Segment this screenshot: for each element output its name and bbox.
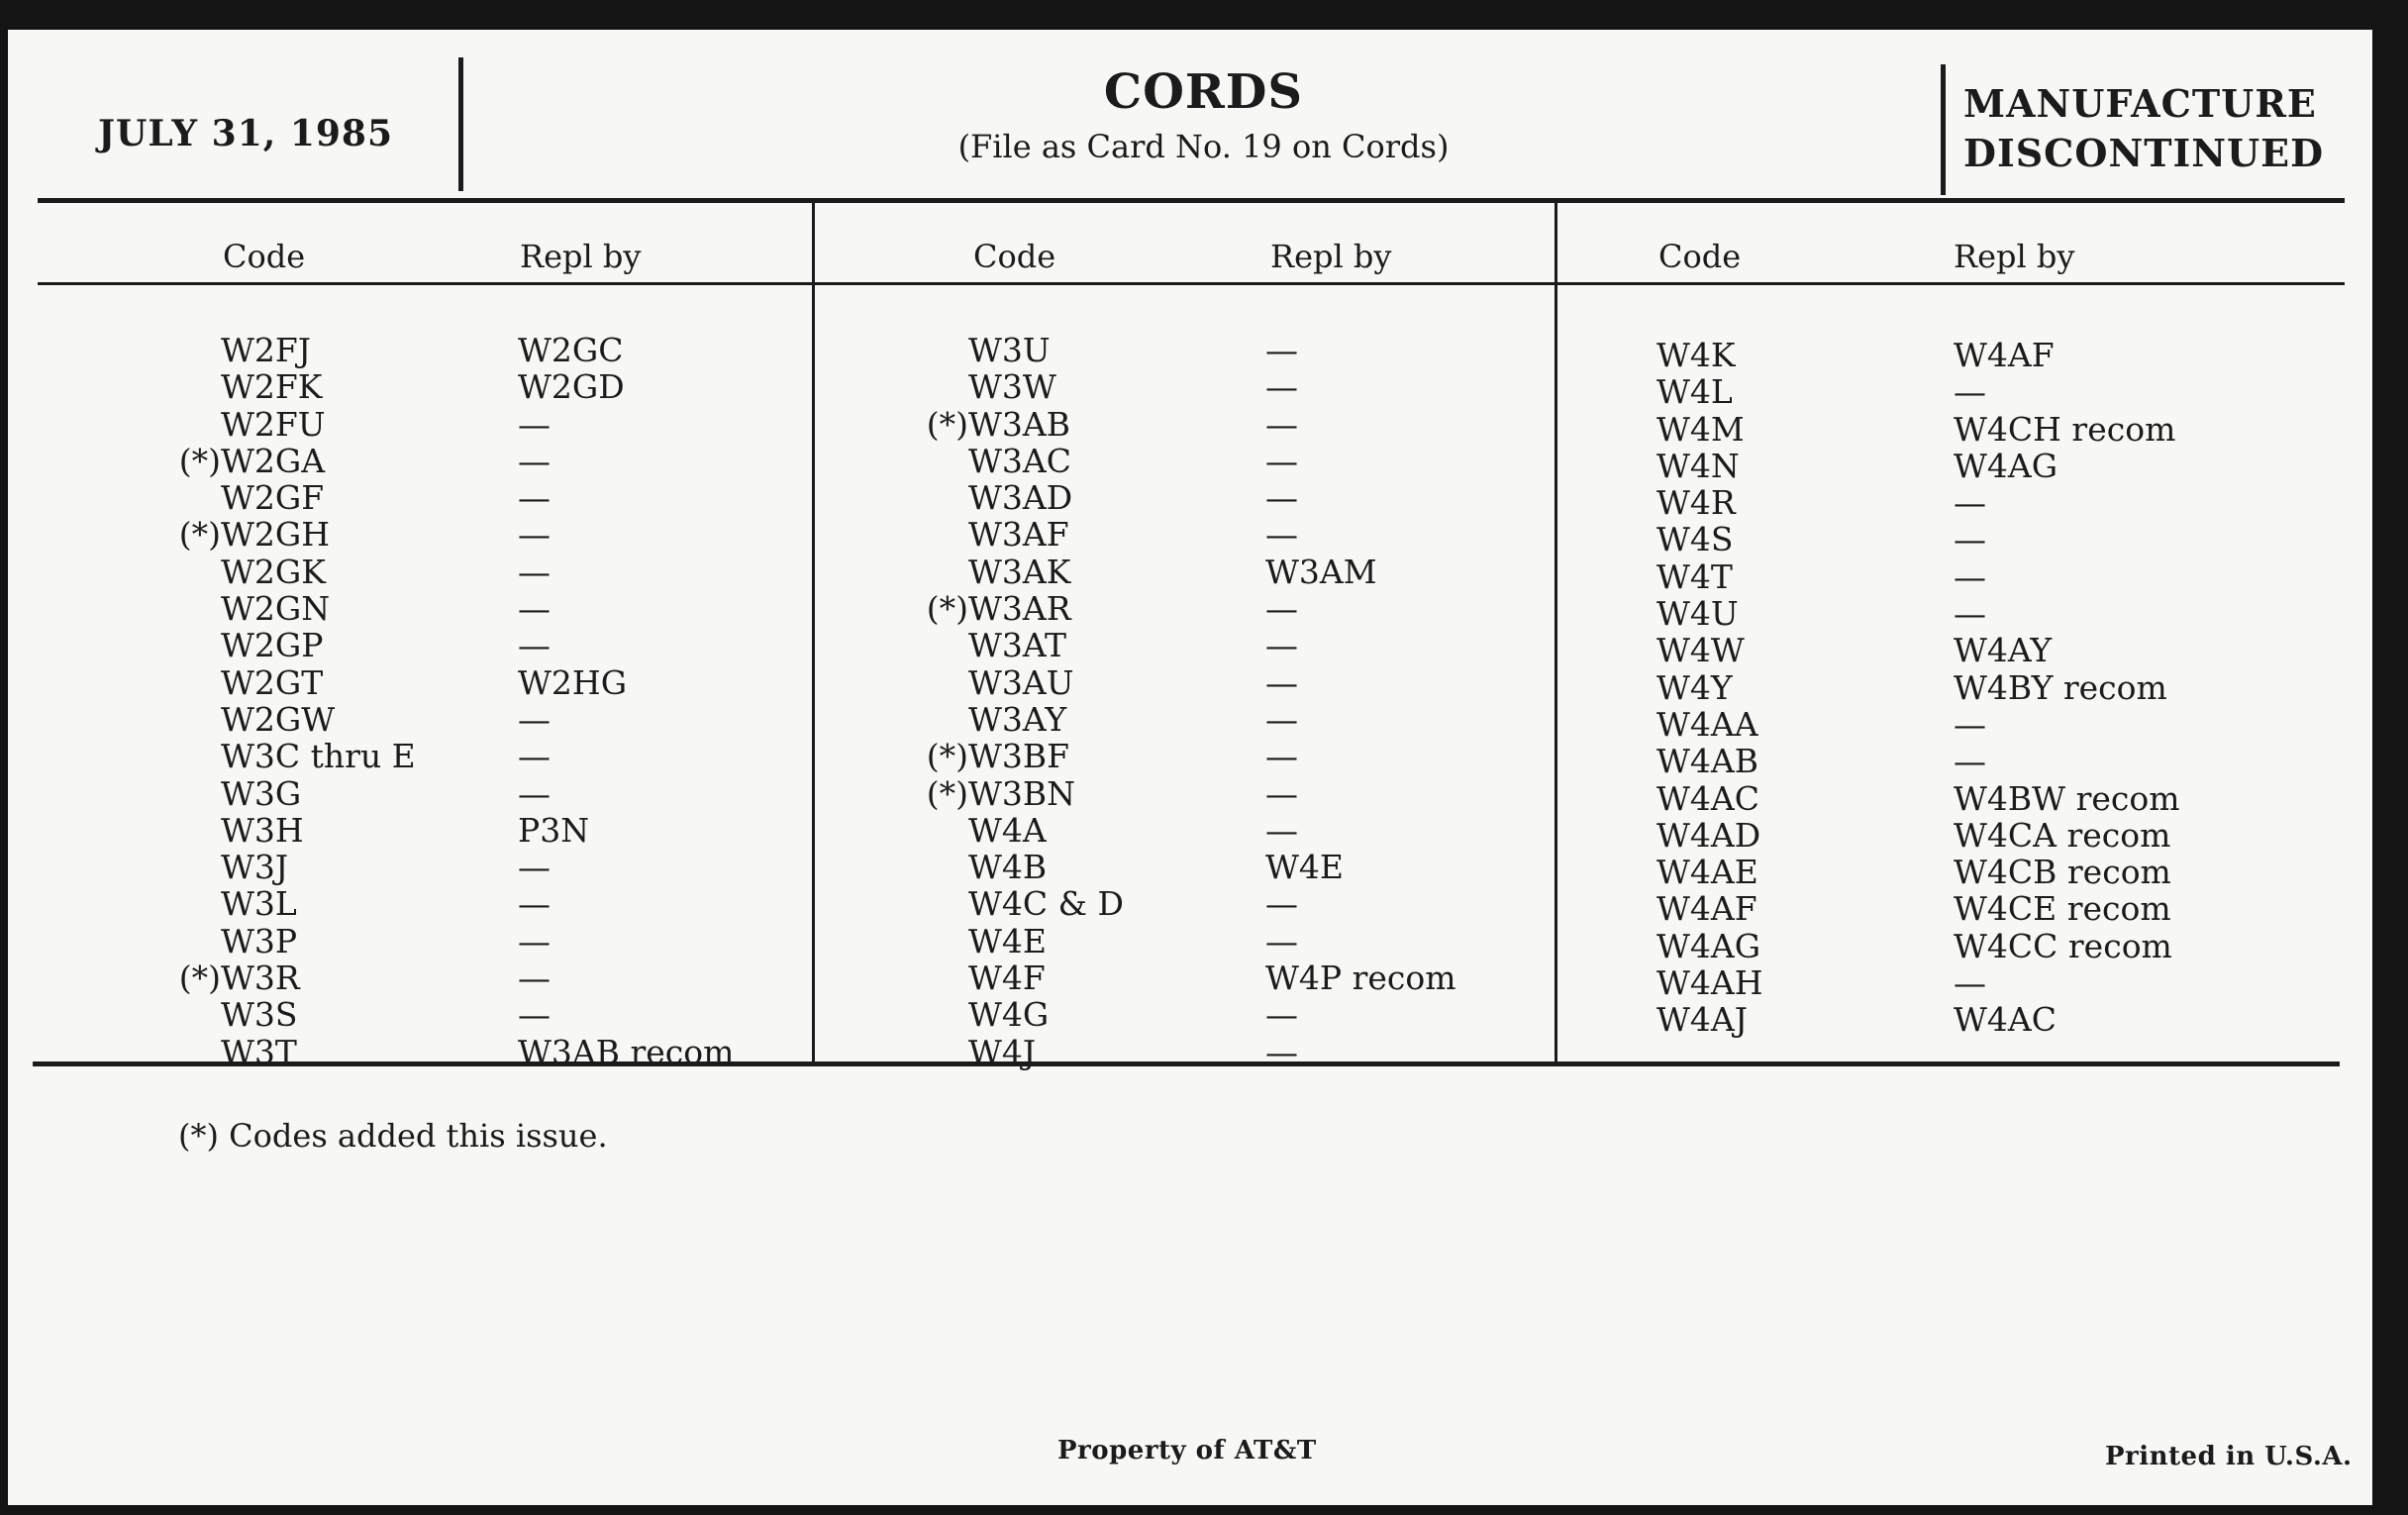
code-header: Code bbox=[223, 238, 306, 275]
table-row bbox=[221, 849, 775, 885]
table-row bbox=[1656, 1001, 2290, 1038]
added-marker: (*) bbox=[926, 737, 968, 776]
replacement-cell: W4CC recom bbox=[1954, 926, 2172, 965]
code-value: W2GT bbox=[221, 662, 324, 702]
replacement-cell: — bbox=[518, 848, 551, 887]
replacement-cell: — bbox=[518, 737, 551, 776]
code-value: W4AF bbox=[1656, 889, 1757, 929]
table-row bbox=[221, 996, 775, 1033]
code-cell bbox=[1656, 964, 1763, 1001]
table-row bbox=[221, 554, 775, 590]
replacement-cell: — bbox=[1265, 699, 1298, 739]
code-value: W3AU bbox=[968, 662, 1074, 702]
table-row bbox=[1656, 854, 2290, 890]
code-cell bbox=[221, 368, 322, 405]
code-cell bbox=[1656, 780, 1759, 817]
table-row bbox=[968, 996, 1523, 1033]
replacement-cell: — bbox=[1265, 1032, 1298, 1071]
column-divider-2 bbox=[1555, 201, 1557, 1064]
code-cell bbox=[221, 775, 301, 812]
code-value: W4W bbox=[1656, 631, 1745, 670]
table-row bbox=[968, 664, 1523, 701]
replacement-cell: — bbox=[518, 515, 551, 555]
replacement-cell: W4AG bbox=[1954, 446, 2058, 485]
code-cell bbox=[968, 960, 1046, 996]
replacement-cell: — bbox=[1265, 515, 1298, 555]
table-row bbox=[1656, 448, 2290, 484]
status-line-1: MANUFACTURE bbox=[1963, 81, 2317, 126]
code-value: W3AK bbox=[968, 552, 1071, 591]
table-row bbox=[968, 554, 1523, 590]
replacement-cell: — bbox=[1265, 773, 1298, 813]
column-2-rows bbox=[926, 331, 1523, 1071]
table-row bbox=[1656, 632, 2290, 668]
code-cell bbox=[926, 404, 1070, 444]
replacement-cell: — bbox=[518, 699, 551, 739]
table-row bbox=[1656, 337, 2290, 373]
code-value: W3J bbox=[221, 848, 289, 887]
table-row bbox=[221, 775, 775, 812]
replacement-cell: — bbox=[1265, 884, 1298, 924]
code-cell bbox=[926, 737, 1070, 776]
code-cell bbox=[926, 589, 1071, 629]
code-value: W3T bbox=[221, 1032, 297, 1071]
code-cell bbox=[1656, 484, 1736, 521]
table-row bbox=[1656, 411, 2290, 448]
added-marker: (*) bbox=[178, 515, 221, 555]
code-cell bbox=[968, 885, 1124, 922]
replacement-cell: — bbox=[518, 959, 551, 998]
code-cell bbox=[1656, 632, 1745, 668]
column-divider-1 bbox=[812, 201, 815, 1064]
replacement-cell: W4AF bbox=[1954, 336, 2055, 374]
code-cell bbox=[221, 554, 326, 590]
replacement-cell: W4CB recom bbox=[1954, 853, 2171, 892]
code-cell bbox=[221, 332, 311, 368]
replacement-cell: W3AB recom bbox=[518, 1032, 735, 1071]
code-value: W4Y bbox=[1656, 667, 1733, 707]
code-value: W4J bbox=[968, 1032, 1037, 1071]
code-value: W3W bbox=[968, 367, 1056, 407]
replacement-cell: — bbox=[1954, 963, 1986, 1003]
code-value: W4AC bbox=[1656, 778, 1759, 818]
table-row bbox=[221, 664, 775, 701]
table-row bbox=[968, 516, 1523, 553]
code-value: W3G bbox=[221, 773, 302, 813]
table-row bbox=[178, 959, 775, 998]
code-cell bbox=[1656, 669, 1733, 706]
added-marker: (*) bbox=[178, 959, 221, 998]
table-row bbox=[1656, 595, 2290, 632]
code-value: W4A bbox=[968, 810, 1047, 850]
replacement-cell: W4CE recom bbox=[1954, 889, 2171, 929]
code-cell bbox=[968, 627, 1066, 663]
code-cell bbox=[968, 664, 1074, 701]
replacement-cell: — bbox=[1954, 483, 1986, 523]
replacement-cell: W2GD bbox=[518, 367, 625, 407]
code-value: W3AF bbox=[968, 515, 1069, 555]
code-value: W2FK bbox=[221, 367, 323, 407]
replacement-cell: — bbox=[518, 995, 551, 1035]
added-marker: (*) bbox=[178, 441, 221, 480]
code-value: W2GW bbox=[221, 699, 336, 739]
code-cell bbox=[221, 1034, 297, 1070]
table-row bbox=[221, 923, 775, 960]
code-value: W4B bbox=[968, 848, 1048, 887]
property-notice: Property of AT&T bbox=[1057, 1436, 1317, 1465]
table-row bbox=[221, 406, 775, 443]
code-cell bbox=[221, 849, 288, 885]
code-cell bbox=[178, 515, 331, 555]
code-value: W2GA bbox=[221, 441, 326, 480]
table-row bbox=[221, 812, 775, 849]
code-cell bbox=[221, 738, 416, 774]
replacement-cell: — bbox=[1954, 520, 1986, 559]
replacement-cell: — bbox=[1265, 626, 1298, 665]
table-row bbox=[221, 627, 775, 663]
replacement-cell: W4CA recom bbox=[1954, 815, 2171, 855]
status-line-2: DISCONTINUED bbox=[1963, 131, 2325, 175]
column-3-rows bbox=[1656, 337, 2290, 1039]
code-value: W4E bbox=[968, 921, 1048, 960]
replacement-cell: — bbox=[1265, 367, 1298, 407]
table-row bbox=[221, 738, 775, 774]
code-value: W4M bbox=[1656, 409, 1745, 449]
page-subtitle: (File as Card No. 19 on Cords) bbox=[957, 128, 1450, 165]
replacement-cell: W4AC bbox=[1954, 1000, 2057, 1040]
code-cell bbox=[1656, 706, 1758, 743]
code-cell bbox=[221, 812, 304, 849]
replacement-cell: — bbox=[518, 589, 551, 629]
table-row bbox=[1656, 780, 2290, 817]
replacement-cell: W4P recom bbox=[1265, 959, 1456, 998]
code-value: W3AC bbox=[968, 441, 1071, 480]
table-row bbox=[926, 404, 1523, 444]
table-row bbox=[221, 332, 775, 368]
issue-date: JULY 31, 1985 bbox=[97, 113, 394, 154]
table-row bbox=[968, 849, 1523, 885]
table-row bbox=[221, 590, 775, 627]
code-value: W4C & D bbox=[968, 884, 1124, 924]
code-cell bbox=[968, 996, 1049, 1033]
table-row bbox=[221, 479, 775, 516]
code-cell bbox=[968, 443, 1071, 479]
code-value: W3U bbox=[968, 331, 1051, 369]
code-cell bbox=[1656, 743, 1758, 779]
table-row bbox=[1656, 890, 2290, 927]
replacement-cell: W4E bbox=[1265, 848, 1345, 887]
code-cell bbox=[178, 959, 300, 998]
replacement-cell: — bbox=[1265, 404, 1298, 444]
replacement-cell: — bbox=[518, 404, 551, 444]
code-value: W4R bbox=[1656, 483, 1736, 523]
replacement-cell: — bbox=[518, 626, 551, 665]
code-cell bbox=[968, 849, 1047, 885]
header-title-block bbox=[463, 64, 1944, 165]
replacement-cell: W3AM bbox=[1265, 552, 1377, 591]
replacement-cell: W4CH recom bbox=[1954, 409, 2176, 449]
table-row bbox=[221, 701, 775, 738]
code-value: W3P bbox=[221, 921, 298, 960]
code-cell bbox=[221, 406, 326, 443]
table-row bbox=[1656, 817, 2290, 854]
code-header: Code bbox=[1658, 238, 1742, 275]
code-value: W4L bbox=[1656, 372, 1733, 412]
table-row bbox=[1656, 743, 2290, 779]
code-value: W4U bbox=[1656, 594, 1739, 634]
code-cell bbox=[1656, 448, 1740, 484]
code-cell bbox=[1656, 411, 1745, 448]
repl-header: Repl by bbox=[1270, 238, 1392, 275]
replacement-cell: — bbox=[1954, 742, 1986, 781]
replacement-cell: — bbox=[1265, 662, 1298, 702]
table-row bbox=[926, 737, 1523, 776]
replacement-cell: — bbox=[518, 441, 551, 480]
table-row bbox=[968, 923, 1523, 960]
code-value: W2GH bbox=[221, 515, 331, 555]
replacement-cell: — bbox=[1265, 331, 1298, 369]
table-row bbox=[1656, 964, 2290, 1001]
code-cell bbox=[968, 554, 1070, 590]
code-value: W3AT bbox=[968, 626, 1066, 665]
added-marker: (*) bbox=[926, 773, 968, 813]
code-cell bbox=[221, 590, 330, 627]
code-cell bbox=[1656, 558, 1733, 595]
table-row bbox=[968, 885, 1523, 922]
replacement-cell: — bbox=[1954, 704, 1986, 744]
table-row bbox=[968, 443, 1523, 479]
code-cell bbox=[968, 479, 1072, 516]
code-cell bbox=[1656, 373, 1733, 410]
table-row bbox=[1656, 521, 2290, 557]
replacement-cell: — bbox=[1265, 478, 1298, 518]
table-row bbox=[178, 441, 775, 480]
replacement-cell: — bbox=[1265, 810, 1298, 850]
table-row bbox=[926, 589, 1523, 629]
code-cell bbox=[221, 701, 335, 738]
code-cell bbox=[221, 923, 297, 960]
code-cell bbox=[1656, 595, 1739, 632]
replacement-cell: W2GC bbox=[518, 331, 624, 369]
table-row bbox=[1656, 373, 2290, 410]
table-row bbox=[1656, 558, 2290, 595]
code-value: W4AG bbox=[1656, 926, 1761, 965]
code-value: W3BN bbox=[968, 773, 1076, 813]
column-1-rows bbox=[178, 331, 775, 1071]
code-value: W2GK bbox=[221, 552, 326, 591]
code-cell bbox=[221, 885, 297, 922]
replacement-cell: — bbox=[1265, 921, 1298, 960]
table-row bbox=[968, 701, 1523, 738]
table-row bbox=[968, 368, 1523, 405]
code-value: W2FU bbox=[221, 404, 326, 444]
code-cell bbox=[221, 627, 323, 663]
code-value: W4AB bbox=[1656, 742, 1758, 781]
code-value: W3AY bbox=[968, 699, 1067, 739]
added-marker: (*) bbox=[926, 589, 968, 629]
replacement-cell: — bbox=[518, 478, 551, 518]
code-cell bbox=[926, 773, 1076, 813]
table-row bbox=[1656, 484, 2290, 521]
code-value: W3C thru E bbox=[221, 737, 416, 776]
code-cell bbox=[1656, 890, 1757, 927]
replacement-cell: W4BW recom bbox=[1954, 778, 2180, 818]
code-value: W3S bbox=[221, 995, 298, 1035]
code-value: W2FJ bbox=[221, 331, 312, 369]
table-row bbox=[1656, 928, 2290, 964]
code-value: W3AR bbox=[968, 589, 1071, 629]
code-cell bbox=[968, 812, 1047, 849]
code-cell bbox=[968, 332, 1051, 368]
code-cell bbox=[221, 996, 298, 1033]
code-value: W4N bbox=[1656, 446, 1740, 485]
code-value: W4AA bbox=[1656, 704, 1758, 744]
code-cell bbox=[1656, 521, 1734, 557]
code-value: W4AH bbox=[1656, 963, 1763, 1003]
printed-notice: Printed in U.S.A. bbox=[2105, 1442, 2353, 1471]
repl-header: Repl by bbox=[1954, 238, 2075, 275]
table-row bbox=[968, 627, 1523, 663]
repl-header: Repl by bbox=[520, 238, 642, 275]
code-cell bbox=[221, 479, 324, 516]
header-divider-right bbox=[1941, 64, 1946, 195]
code-cell bbox=[1656, 854, 1758, 890]
code-value: W4T bbox=[1656, 556, 1733, 596]
replacement-cell: — bbox=[518, 921, 551, 960]
code-header: Code bbox=[973, 238, 1056, 275]
replacement-cell: W4AY bbox=[1954, 631, 2053, 670]
code-value: W2GN bbox=[221, 589, 331, 629]
code-cell bbox=[968, 1034, 1036, 1070]
code-value: W4S bbox=[1656, 520, 1734, 559]
code-value: W3L bbox=[221, 884, 297, 924]
table-row bbox=[968, 1034, 1523, 1070]
replacement-cell: — bbox=[518, 884, 551, 924]
code-value: W4AD bbox=[1656, 815, 1761, 855]
code-value: W4K bbox=[1656, 336, 1736, 374]
table-row bbox=[968, 960, 1523, 996]
replacement-cell: — bbox=[1265, 737, 1298, 776]
code-value: W4AE bbox=[1656, 853, 1758, 892]
code-value: W3H bbox=[221, 810, 304, 850]
replacement-cell: — bbox=[1265, 995, 1298, 1035]
table-row bbox=[221, 368, 775, 405]
code-value: W3AB bbox=[968, 404, 1070, 444]
code-value: W2GF bbox=[221, 478, 325, 518]
table-row bbox=[926, 773, 1523, 813]
replacement-cell: — bbox=[1265, 441, 1298, 480]
code-cell bbox=[1656, 817, 1760, 854]
code-cell bbox=[178, 441, 326, 480]
replacement-cell: — bbox=[518, 773, 551, 813]
table-row bbox=[968, 479, 1523, 516]
table-row bbox=[221, 885, 775, 922]
code-value: W4G bbox=[968, 995, 1050, 1035]
table-row bbox=[221, 1034, 775, 1070]
code-cell bbox=[968, 368, 1056, 405]
code-value: W3AD bbox=[968, 478, 1073, 518]
table-row bbox=[968, 812, 1523, 849]
footnote: (*) Codes added this issue. bbox=[178, 1117, 608, 1155]
cord-reference-card bbox=[8, 30, 2372, 1505]
replacement-cell: W2HG bbox=[518, 662, 628, 702]
column-header-rule bbox=[38, 282, 2345, 285]
code-value: W4F bbox=[968, 959, 1046, 998]
replacement-cell: P3N bbox=[518, 810, 590, 850]
table-row bbox=[1656, 669, 2290, 706]
added-marker: (*) bbox=[926, 404, 968, 444]
replacement-cell: W4BY recom bbox=[1954, 667, 2167, 707]
code-cell bbox=[968, 516, 1069, 553]
replacement-cell: — bbox=[518, 552, 551, 591]
page-title: CORDS bbox=[1103, 64, 1304, 120]
replacement-cell: — bbox=[1954, 372, 1986, 412]
table-row bbox=[968, 332, 1523, 368]
code-cell bbox=[1656, 337, 1736, 373]
code-cell bbox=[968, 923, 1047, 960]
replacement-cell: — bbox=[1265, 589, 1298, 629]
replacement-cell: — bbox=[1954, 594, 1986, 634]
code-value: W3BF bbox=[968, 737, 1070, 776]
status-block bbox=[1963, 79, 2359, 178]
header-rule bbox=[38, 198, 2345, 203]
replacement-cell: — bbox=[1954, 556, 1986, 596]
code-cell bbox=[1656, 1001, 1748, 1038]
code-value: W2GP bbox=[221, 626, 324, 665]
table-row bbox=[178, 515, 775, 555]
code-value: W4AJ bbox=[1656, 1000, 1748, 1040]
code-cell bbox=[1656, 928, 1760, 964]
code-value: W3R bbox=[221, 959, 300, 998]
table-row bbox=[1656, 706, 2290, 743]
code-cell bbox=[968, 701, 1066, 738]
code-cell bbox=[221, 664, 323, 701]
